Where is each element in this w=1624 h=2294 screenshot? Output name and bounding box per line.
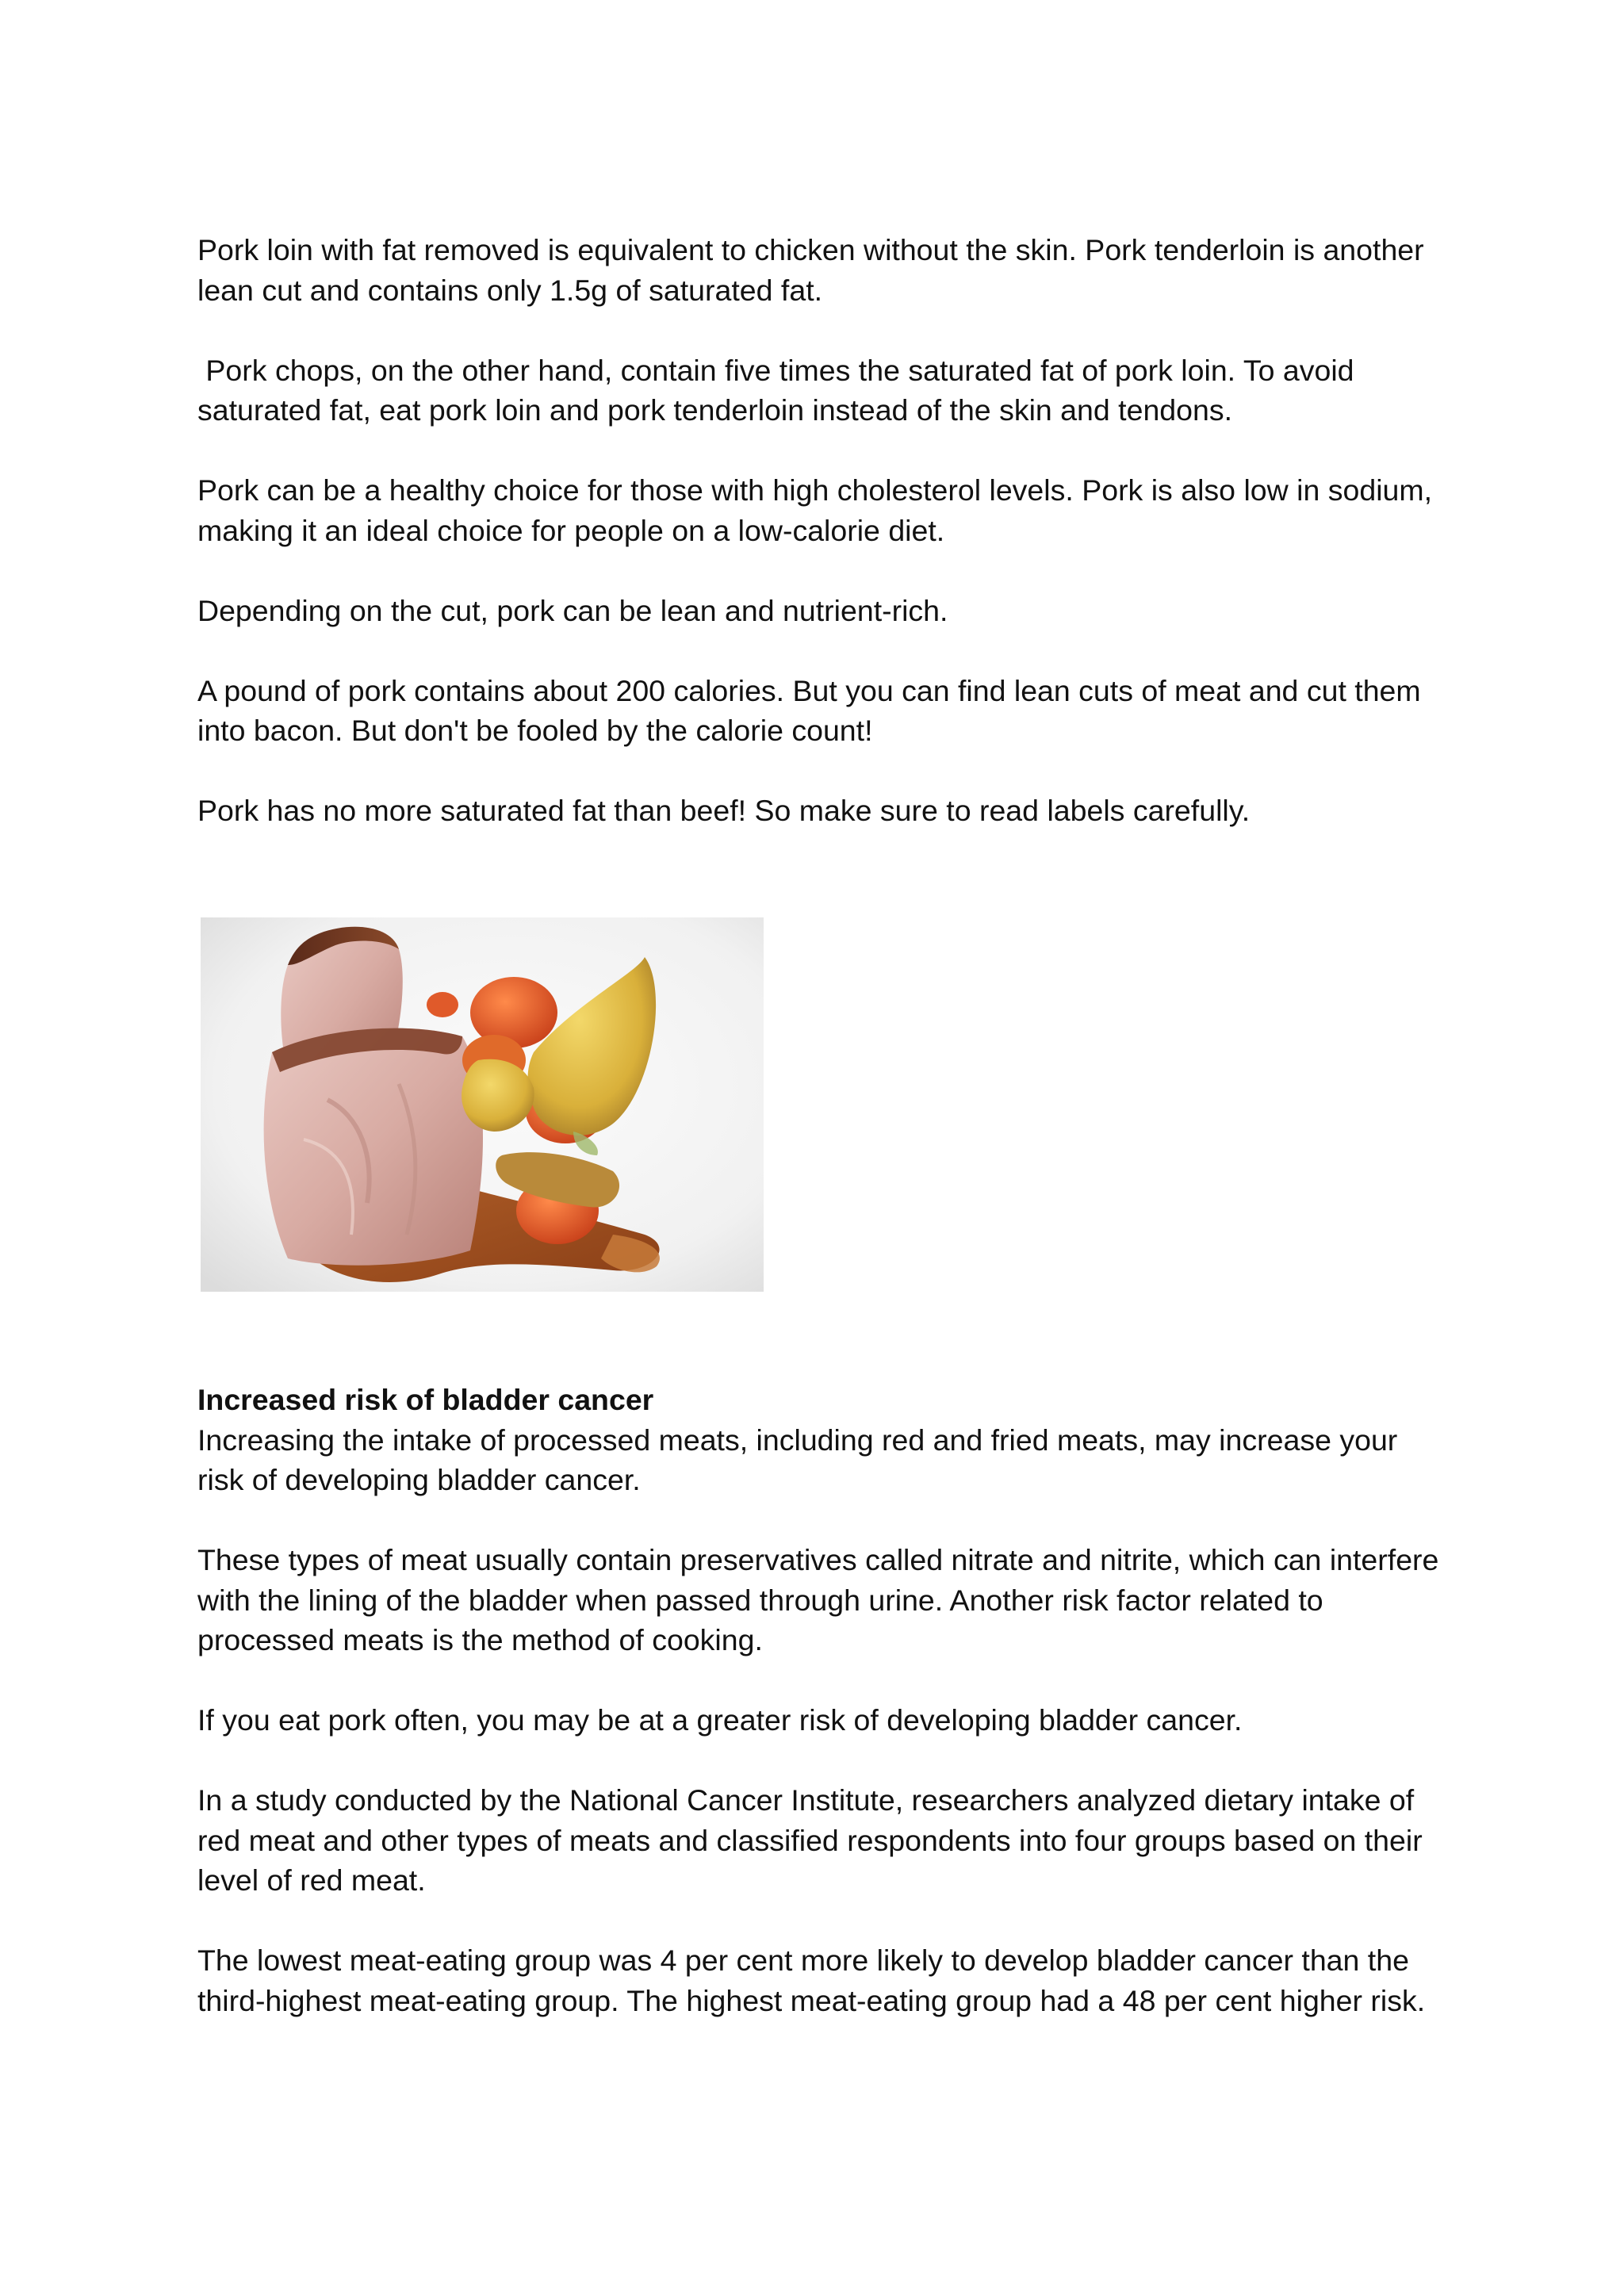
paragraph-pork-loin: Pork loin with fat removed is equivalent to chicken without the skin. Pork tenderloin is another lean cut and contains only 1.5g of saturated fat. [197,233,1433,307]
paragraph-calories: A pound of pork contains about 200 calories. But you can find lean cuts of meat and cut them into bacon. But don't be fooled by the calorie count! [197,673,1430,747]
bladder-cancer-section [197,1380,1450,2020]
top-text-block [197,230,1450,871]
paragraph-study: In a study conducted by the National Cancer Institute, researchers analyzed dietary intake of red meat and other types of meats and classified respondents into four groups based on their level of red meat. [197,1783,1431,1897]
roast-pork-photo [201,917,764,1292]
paragraph-lean-cut: Depending on the cut, pork can be lean and nutrient-rich. [197,593,948,627]
paragraph-nitrates: These types of meat usually contain preservatives called nitrate and nitrite, which can interfere with the lining of the bladder when passed through urine. Another risk factor related to processed meats is the method of cooking. [197,1543,1447,1656]
paragraph-saturated-fat: Pork has no more saturated fat than beef! So make sure to read labels carefully. [197,794,1251,827]
paragraph-cholesterol: Pork can be a healthy choice for those with high cholesterol levels. Pork is also low in sodium, making it an ideal choice for people on a low-calorie diet. [197,473,1441,547]
paragraph-pork-chops: Pork chops, on the other hand, contain five times the saturated fat of pork loin. To avoid saturated fat, eat pork loin and pork tenderloin instead of the skin and tendons. [197,353,1362,427]
paragraph-risk: If you eat pork often, you may be at a greater risk of developing bladder cancer. [197,1703,1243,1737]
paragraph-results: The lowest meat-eating group was 4 per cent more likely to develop bladder cancer than the third-highest meat-eating group. The highest meat-eating group had a 48 per cent higher risk. [197,1944,1426,2017]
section-heading: Increased risk of bladder cancer [197,1383,654,1416]
paragraph-processed-meats: Increasing the intake of processed meats, including red and fried meats, may increase your risk of developing bladder cancer. [197,1423,1406,1496]
